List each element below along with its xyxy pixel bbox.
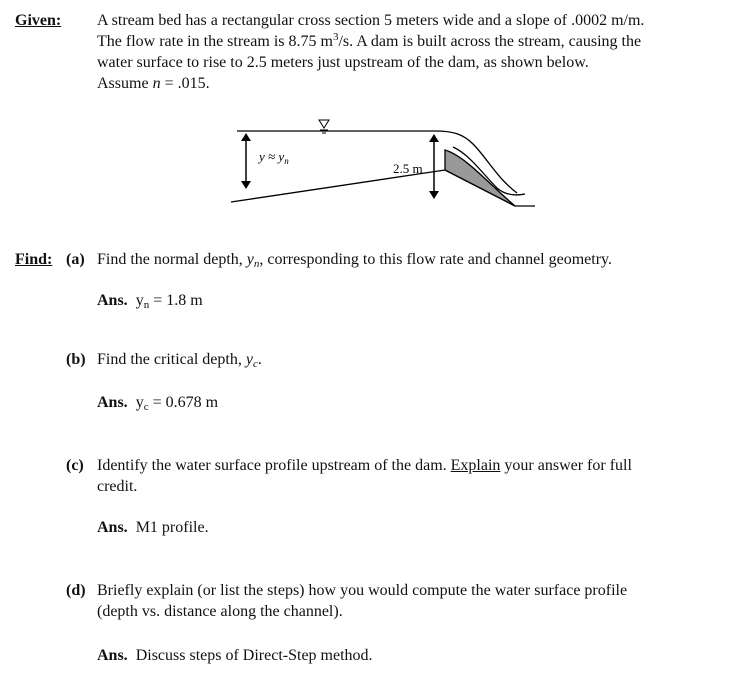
part-c-emph: Explain (450, 457, 501, 474)
part-b-text (97, 349, 262, 370)
part-a-label: (a) (66, 251, 85, 268)
given-line-4-post: = .015. (160, 75, 210, 92)
part-d-label: (d) (66, 582, 86, 599)
find-label: Find: (15, 251, 53, 268)
part-a-ans-sub: n (143, 299, 150, 311)
given-line-1: A stream bed has a rectangular cross section 5 meters wide and a slope of .0002 m/m. (97, 12, 645, 29)
part-b-sub: c (252, 358, 258, 370)
part-b-ans-sub: c (143, 401, 149, 413)
part-b-ans-value: = 0.678 m (148, 394, 219, 411)
part-c-ans-label: Ans. (97, 519, 128, 536)
part-c-text-line-1 (97, 455, 632, 476)
part-c-ans-value: M1 profile. (135, 519, 209, 536)
normal-depth-label: $y \approx y_n$ (259, 149, 289, 166)
given-line-4-pre: Assume (97, 75, 153, 92)
part-c-answer (97, 517, 209, 538)
dam-depth-arrow-icon (429, 134, 439, 199)
part-a-ans-label: Ans. (97, 292, 128, 309)
given-label: Given: (15, 12, 62, 29)
part-c-text-pre: Identify the water surface profile upstream of the dam. (97, 457, 451, 474)
part-b-ans-label: Ans. (97, 394, 128, 411)
dam-shape (445, 150, 515, 206)
part-a-ans-value: = 1.8 m (149, 292, 203, 309)
part-c-label: (c) (66, 457, 84, 474)
part-b-ans-var: y (135, 394, 144, 411)
part-d-text-line-2: (depth vs. distance along the channel). (97, 603, 343, 620)
part-a-text (97, 249, 612, 270)
part-b-text-post: . (257, 351, 262, 368)
part-a-text-post: , corresponding to this flow rate and channel geometry. (259, 251, 613, 268)
given-text (97, 10, 737, 94)
given-line-4 (97, 73, 737, 94)
part-d-answer (97, 645, 373, 666)
part-b-answer (97, 392, 218, 413)
part-d-ans-value: Discuss steps of Direct-Step method. (135, 647, 373, 664)
part-a-text-pre: Find the normal depth, (97, 251, 247, 268)
part-d-text-line-1: Briefly explain (or list the steps) how you would compute the water surface profile (97, 582, 628, 599)
given-line-3: water surface to rise to 2.5 meters just upstream of the dam, as shown below. (97, 54, 589, 71)
given-line-2 (97, 31, 737, 52)
given-line-2-sup: 3 (332, 31, 339, 43)
normal-depth-arrow-icon (241, 133, 251, 189)
part-b-var: y (245, 351, 253, 368)
part-c-text-line-2: credit. (97, 478, 138, 495)
part-a-var: y (246, 251, 254, 268)
given-line-4-var: n (152, 75, 161, 92)
given-line-2-pre: The flow rate in the stream is 8.75 m (97, 33, 333, 50)
part-a-sub: n (253, 258, 260, 270)
dam-depth-label: 2.5 m (393, 161, 423, 176)
part-a-ans-var: y (135, 292, 144, 309)
part-b-text-pre: Find the critical depth, (97, 351, 246, 368)
part-c-text-post: your answer for full (500, 457, 632, 474)
part-a-answer (97, 290, 203, 311)
dam-figure (225, 110, 545, 215)
part-b-label: (b) (66, 351, 86, 368)
given-line-2-post: /s. A dam is built across the stream, causing the (338, 33, 642, 50)
part-d-ans-label: Ans. (97, 647, 128, 664)
